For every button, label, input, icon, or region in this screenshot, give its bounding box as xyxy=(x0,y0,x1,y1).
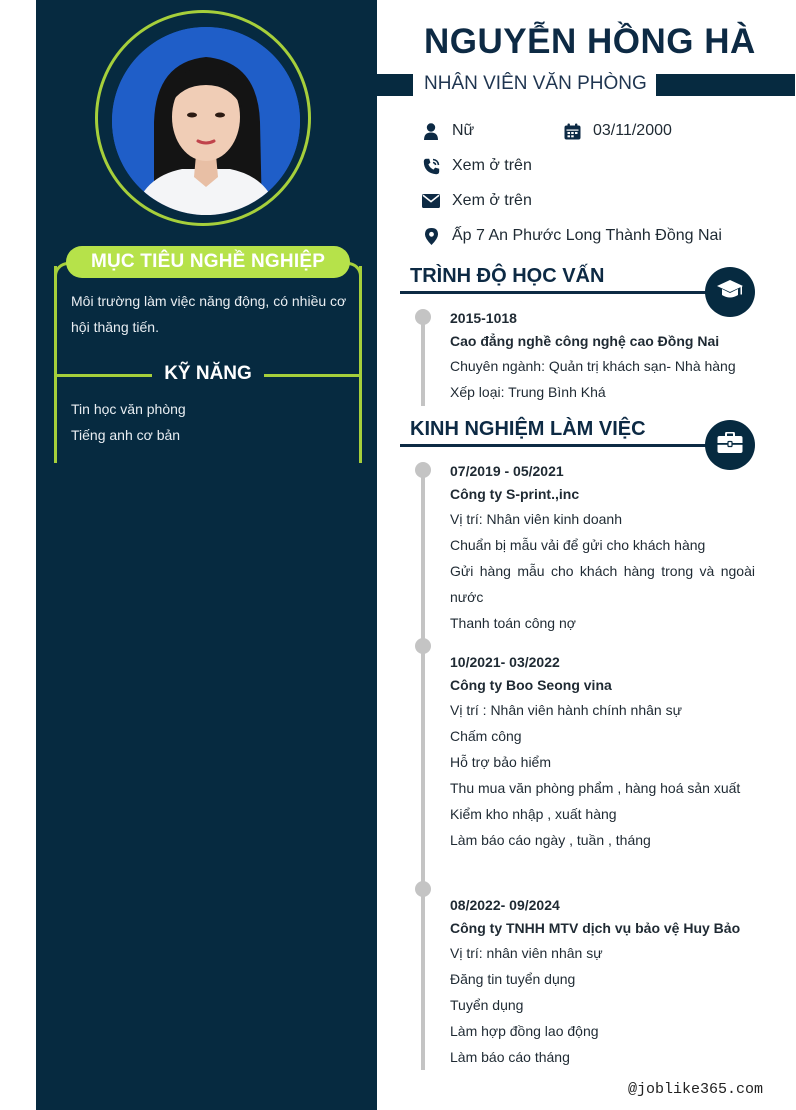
address-value: Ấp 7 An Phước Long Thành Đồng Nai xyxy=(452,227,722,244)
entry-line: Thanh toán công nợ xyxy=(450,615,576,631)
experience-title: KINH NGHIỆM LÀM VIỆC xyxy=(410,418,646,440)
entry-org: Công ty S-print.,inc xyxy=(450,486,580,502)
entry-org: Công ty Boo Seong vina xyxy=(450,677,612,693)
phone-row xyxy=(422,157,532,175)
entry-line: Vị trí: nhân viên nhân sự xyxy=(450,945,603,961)
graduation-cap-icon xyxy=(716,278,744,307)
entry-line: Chấm công xyxy=(450,728,522,744)
skills-list xyxy=(71,396,353,448)
watermark: @joblike365.com xyxy=(628,1081,764,1098)
entry-line: Hỗ trợ bảo hiểm xyxy=(450,754,552,770)
timeline-dot xyxy=(415,881,431,897)
entry-line: Vị trí : Nhân viên hành chính nhân sự xyxy=(450,702,682,718)
entry-line: Thu mua văn phòng phẩm , hàng hoá sản xuất xyxy=(450,780,741,796)
entry-org: Cao đẳng nghề công nghệ cao Đồng Nai xyxy=(450,333,720,349)
email-value: Xem ở trên xyxy=(452,192,532,209)
entry-line: Vị trí: Nhân viên kinh doanh xyxy=(450,511,622,527)
gender-row xyxy=(422,122,474,140)
experience-entry xyxy=(450,462,755,636)
timeline-dot xyxy=(415,309,431,325)
phone-value: Xem ở trên xyxy=(452,157,532,174)
timeline-dot xyxy=(415,638,431,654)
experience-title-underline xyxy=(400,444,730,447)
experience-entry xyxy=(450,653,755,853)
skill-item: Tiếng anh cơ bản xyxy=(71,427,181,443)
education-timeline xyxy=(421,317,425,406)
entry-org: Công ty TNHH MTV dịch vụ bảo vệ Huy Bảo xyxy=(450,920,741,936)
user-icon xyxy=(422,122,440,140)
entry-line: Kiểm kho nhập , xuất hàng xyxy=(450,806,617,822)
experience-entry xyxy=(450,896,755,1070)
birthday-row xyxy=(563,122,672,140)
address-row xyxy=(422,227,722,245)
briefcase-icon xyxy=(717,432,743,459)
gender-value: Nữ xyxy=(452,122,475,139)
email-row xyxy=(422,192,532,210)
entry-line: Làm báo cáo ngày , tuần , tháng xyxy=(450,832,651,848)
entry-line: Đăng tin tuyển dụng xyxy=(450,971,576,987)
entry-date: 2015-1018 xyxy=(450,310,517,326)
avatar xyxy=(112,27,300,215)
calendar-icon xyxy=(563,122,581,140)
entry-date: 07/2019 - 05/2021 xyxy=(450,463,564,479)
candidate-name: NGUYỄN HỒNG HÀ xyxy=(424,22,756,61)
phone-icon xyxy=(422,157,440,175)
skills-title: KỸ NĂNG xyxy=(164,363,252,384)
location-pin-icon xyxy=(422,227,440,245)
skills-divider-left xyxy=(57,374,152,377)
entry-line: Làm báo cáo tháng xyxy=(450,1049,570,1065)
objective-text: Môi trường làm việc năng động, có nhiều cơ hội thăng tiến. xyxy=(71,293,347,335)
job-title: NHÂN VIÊN VĂN PHÒNG xyxy=(424,73,647,94)
objective-title: MỤC TIÊU NGHỀ NGHIỆP xyxy=(66,246,350,278)
entry-line: Xếp loại: Trung Bình Khá xyxy=(450,384,606,400)
envelope-icon xyxy=(422,192,440,210)
entry-line: Làm hợp đồng lao động xyxy=(450,1023,599,1039)
entry-date: 10/2021- 03/2022 xyxy=(450,654,560,670)
birthday-value: 03/11/2000 xyxy=(593,122,672,139)
skills-divider-right xyxy=(264,374,359,377)
education-title: TRÌNH ĐỘ HỌC VẤN xyxy=(410,265,605,287)
entry-line: Chuyên ngành: Quản trị khách sạn- Nhà hàng xyxy=(450,358,736,374)
entry-date: 08/2022- 09/2024 xyxy=(450,897,560,913)
title-bar-left xyxy=(377,74,413,96)
entry-line: Gửi hàng mẫu cho khách hàng trong và ngoài nước xyxy=(450,563,755,605)
entry-line: Tuyển dụng xyxy=(450,997,524,1013)
title-bar-right xyxy=(656,74,795,96)
experience-timeline xyxy=(421,470,425,1070)
skill-item: Tin học văn phòng xyxy=(71,401,186,417)
objective-frame-right xyxy=(359,266,362,463)
objective-frame-left xyxy=(54,266,57,463)
education-title-underline xyxy=(400,291,730,294)
timeline-dot xyxy=(415,462,431,478)
entry-line: Chuẩn bị mẫu vải để gửi cho khách hàng xyxy=(450,537,706,553)
education-entry xyxy=(450,309,755,405)
